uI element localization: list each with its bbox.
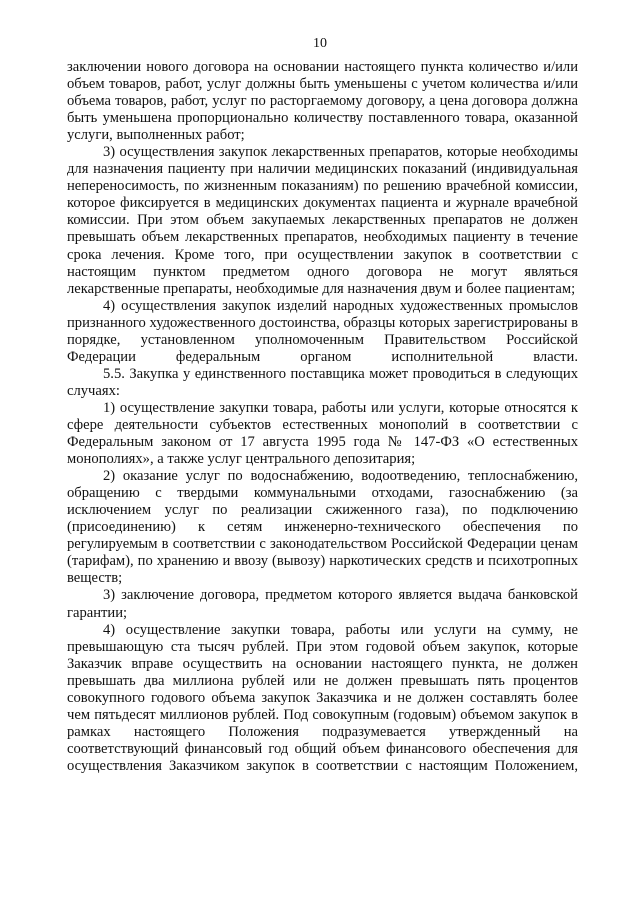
document-body (67, 59, 578, 775)
paragraph-case-3-bank-guarantee: 3) заключение договора, предметом которого является выдача банковской гарантии; (67, 587, 578, 621)
paragraph-continuation: заключении нового договора на основании настоящего пункта количество и/или объем товаров, работ, услуг должны быть уменьшены с учетом количества и/или объема товаров, работ, услуг по расторгаемому договору, а цена договора должна быть уменьшена пропорционально количеству поставленного товара, оказанной услуги, выполненных работ; (67, 59, 578, 144)
paragraph-case-2-utilities: 2) оказание услуг по водоснабжению, водоотведению, теплоснабжению, обращению с твердыми коммунальными отходами, газоснабжению (за исключением услуг по реализации сжиженного газа), по подключению (присоединению) к сетям инженерно-технического обеспечения по регулируемым в соответствии с законодательством Российской Федерации ценам (тарифам), по хранению и ввозу (вывозу) наркотических средств и психотропных веществ; (67, 468, 578, 587)
paragraph-item-4-folk-crafts: 4) осуществления закупок изделий народных художественных промыслов признанного художественного достоинства, образцы которых зарегистрированы в порядке, установленном уполномоченным Правительством Российской Федерации федеральным органом исполнительной власти. (67, 297, 578, 365)
paragraph-item-3-medicines: 3) осуществления закупок лекарственных препаратов, которые необходимы для назначения пациенту при наличии медицинских показаний (индивидуальная непереносимость, по жизненным показаниям) по решению врачебной комиссии, которое фиксируется в медицинских документах пациента и журнале врачебной комиссии. При этом объем закупаемых лекарственных препаратов не должен превышать объем лекарственных препаратов, необходимых пациенту в течение срока лечения. Кроме того, при осуществлении закупок в соответствии с настоящим пунктом предметом одного договора не могут являться лекарственные препараты, необходимые для назначения двум и более пациентам; (67, 144, 578, 297)
paragraph-case-1-natural-monopolies: 1) осуществление закупки товара, работы или услуги, которые относятся к сфере деятельности субъектов естественных монополий в соответствии с Федеральным законом от 17 августа 1995 года № 147-ФЗ «О естественных монополиях», а также услуг центрального депозитария; (67, 399, 578, 468)
paragraph-section-5-5: 5.5. Закупка у единственного поставщика может проводиться в следующих случаях: (67, 365, 578, 399)
paragraph-case-4-small-purchases: 4) осуществление закупки товара, работы или услуги на сумму, не превышающую ста тысяч рублей. При этом годовой объем закупок, которые Заказчик вправе осуществить на основании настоящего пункта, не должен превышать два миллиона рублей или не должен превышать пять процентов совокупного годового объема закупок Заказчика и не должен составлять более чем пятьдесят миллионов рублей. Под совокупным (годовым) объемом закупок в рамках настоящего Положения подразумевается утвержденный на соответствующий финансовый год общий объем финансового обеспечения для осуществления Заказчиком закупок в соответствии с настоящим Положением, (67, 621, 578, 774)
page-number: 10 (313, 36, 327, 51)
